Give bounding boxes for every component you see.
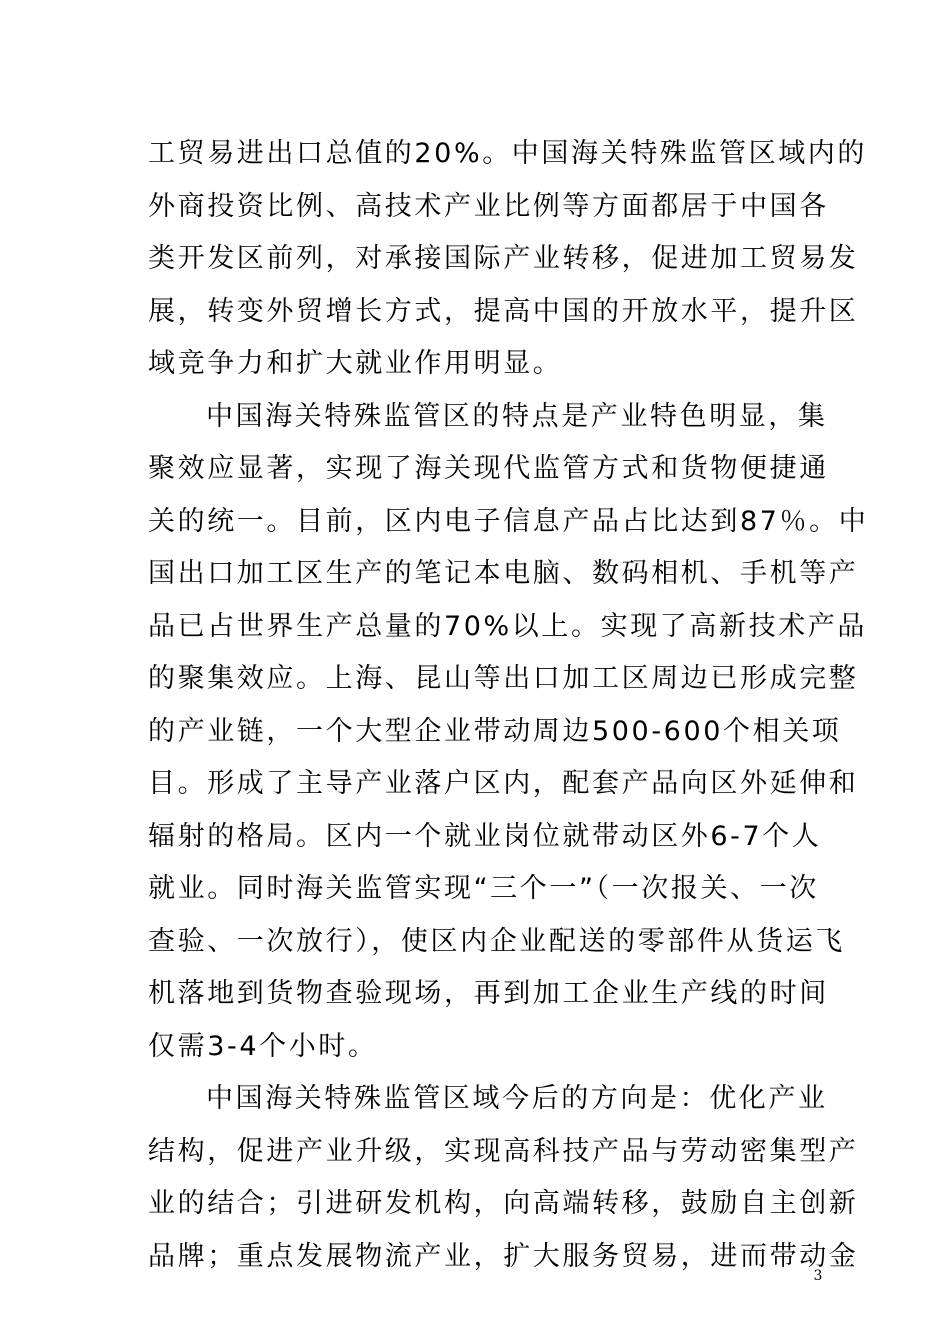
text-line: 就业。同时海关监管实现“三个一”（一次报关、一次: [148, 873, 819, 904]
text-line: 国出口加工区生产的笔记本电脑、数码相机、手机等产: [148, 558, 859, 589]
text-line: 查验、一次放行），使区内企业配送的零部件从货运飞: [148, 925, 845, 957]
text-line: 的聚集效应。上海、昆山等出口加工区周边已形成完整: [148, 663, 859, 694]
text-line: 仅需3-4个小时。: [148, 1030, 378, 1062]
text-line: 业的结合；引进研发机构，向高端转移，鼓励自主创新: [148, 1188, 859, 1219]
text-line: 品牌；重点发展物流产业，扩大服务贸易，进而带动金: [148, 1240, 859, 1272]
text-line: 展，转变外贸增长方式，提高中国的开放水平，提升区: [148, 295, 859, 327]
text-line: 聚效应显著，实现了海关现代监管方式和货物便捷通: [148, 453, 829, 484]
text-line: 品已占世界生产总量的70%以上。实现了高新技术产品: [148, 610, 868, 642]
text-line: 外商投资比例、高技术产业比例等方面都居于中国各: [148, 190, 829, 222]
text-line: 辐射的格局。区内一个就业岗位就带动区外6-7个人: [148, 820, 822, 852]
text-line: 结构，促进产业升级，实现高科技产品与劳动密集型产: [148, 1135, 859, 1167]
text-line: 工贸易进出口总值的20%。中国海关特殊监管区域内的: [148, 138, 868, 169]
page-number: 3: [813, 1268, 823, 1284]
text-line: 中国海关特殊监管区的特点是产业特色明显，集: [206, 400, 828, 432]
text-line: 关的统一。目前，区内电子信息产品占比达到87％。中: [148, 505, 869, 537]
text-line: 类开发区前列，对承接国际产业转移，促进加工贸易发: [148, 243, 859, 274]
text-line: 域竞争力和扩大就业作用明显。: [148, 348, 563, 379]
text-line: 的产业链，一个大型企业带动周边500-600个相关项: [148, 715, 842, 747]
text-line: 目。形成了主导产业落户区内，配套产品向区外延伸和: [148, 768, 859, 799]
text-line: 机落地到货物查验现场，再到加工企业生产线的时间: [148, 978, 829, 1009]
text-line: 中国海关特殊监管区域今后的方向是：优化产业: [206, 1083, 828, 1114]
body-text: [148, 128, 869, 1283]
